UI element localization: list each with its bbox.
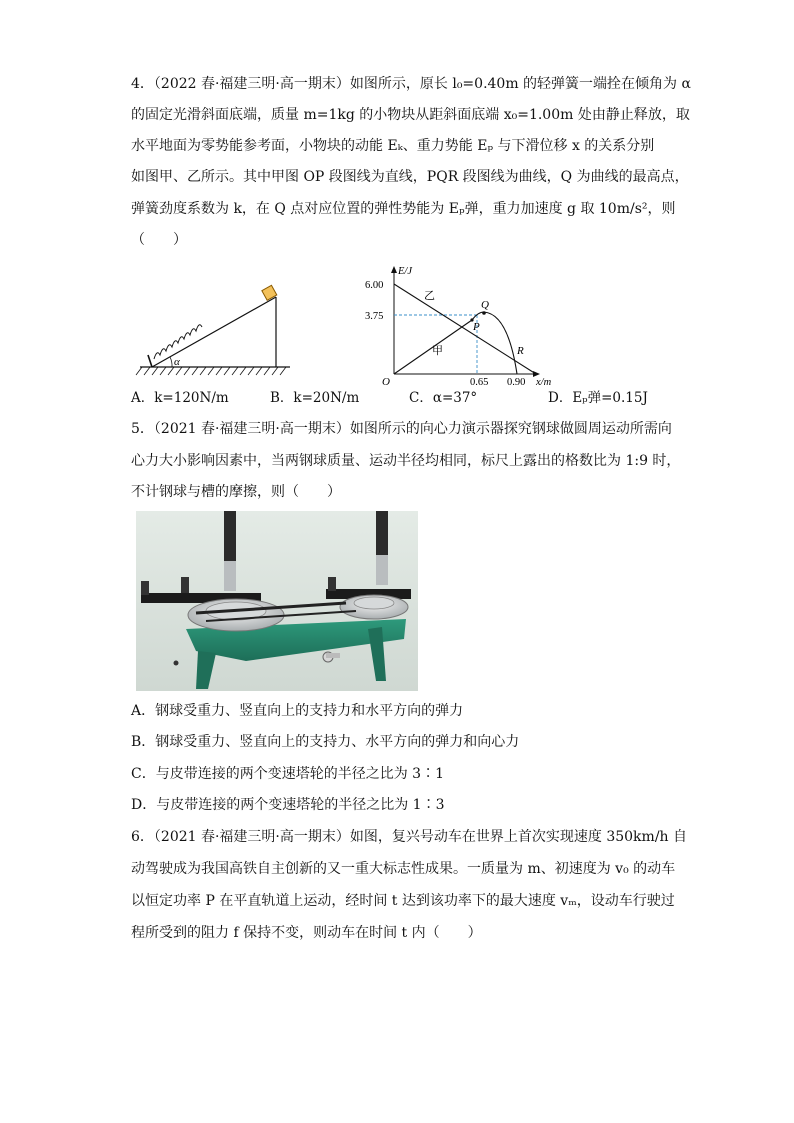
q6-line-3: 以恒定功率 P 在平直轨道上运动，经时间 t 达到该功率下的最大速度 vₘ，设动车行驶过 bbox=[131, 893, 675, 909]
label-P: P bbox=[473, 321, 480, 333]
q5-line-3: 不计钢球与槽的摩擦，则（ ） bbox=[131, 484, 341, 500]
q4-option-c: C．α=37° bbox=[409, 390, 478, 406]
angle-label: α bbox=[174, 356, 180, 368]
centripetal-demonstrator-photo bbox=[136, 511, 418, 691]
x-axis-label: x/m bbox=[536, 377, 552, 386]
label-jia: 甲 bbox=[432, 345, 443, 357]
q4-option-b: B．k=20N/m bbox=[270, 390, 360, 406]
q5-option-c: C．与皮带连接的两个变速塔轮的半径之比为 3∶1 bbox=[131, 766, 444, 782]
q5-line-2: 心力大小影响因素中，当两钢球质量、运动半径均相同，标尺上露出的格数比为 1:9 时， bbox=[131, 453, 681, 469]
q6-line-1: 6．（2021 春·福建三明·高一期末）如图，复兴号动车在世界上首次实现速度 350km/h 自 bbox=[131, 829, 687, 845]
q4-line-5: 弹簧劲度系数为 k，在 Q 点对应位置的弹性势能为 Eₚ弹，重力加速度 g 取 10m/s²，则 bbox=[131, 201, 676, 217]
energy-graph bbox=[360, 262, 560, 386]
q4-line-6: （ ） bbox=[131, 232, 187, 248]
y-tick-6: 6.00 bbox=[365, 280, 384, 291]
q4-line-4: 如图甲、乙所示。其中甲图 OP 段图线为直线，PQR 段图线为曲线，Q 为曲线的最高点， bbox=[131, 169, 689, 185]
label-Q: Q bbox=[481, 299, 489, 311]
q4-line-1: 4．（2022 春·福建三明·高一期末）如图所示，原长 l₀=0.40m 的轻弹簧一端拴在倾角为 α bbox=[131, 76, 691, 92]
x-tick-090: 0.90 bbox=[507, 377, 526, 386]
q6-line-4: 程所受到的阻力 f 保持不变，则动车在时间 t 内（ ） bbox=[131, 925, 482, 941]
q4-line-2: 的固定光滑斜面底端，质量 m=1kg 的小物块从距斜面底端 x₀=1.00m 处由静止释放，取 bbox=[131, 107, 690, 123]
q4-line-3: 水平地面为零势能参考面，小物块的动能 Eₖ、重力势能 Eₚ 与下滑位移 x 的关系分别 bbox=[131, 138, 655, 154]
q6-line-2: 动驾驶成为我国高铁自主创新的又一重大标志性成果。一质量为 m、初速度为 v₀ 的动车 bbox=[131, 861, 676, 877]
label-yi: 乙 bbox=[424, 290, 435, 302]
y-tick-375: 3.75 bbox=[365, 311, 384, 322]
q5-option-b: B．钢球受重力、竖直向上的支持力、水平方向的弹力和向心力 bbox=[131, 734, 520, 750]
q4-option-d: D．Eₚ弹=0.15J bbox=[548, 390, 648, 406]
q5-option-d: D．与皮带连接的两个变速塔轮的半径之比为 1∶3 bbox=[131, 797, 445, 813]
x-tick-065: 0.65 bbox=[470, 377, 489, 386]
spring-icon bbox=[154, 325, 202, 359]
incline-figure bbox=[130, 283, 300, 383]
q5-option-a: A．钢球受重力、竖直向上的支持力和水平方向的弹力 bbox=[131, 703, 464, 719]
q4-option-a: A．k=120N/m bbox=[131, 390, 229, 406]
q5-line-1: 5．（2021 春·福建三明·高一期末）如图所示的向心力演示器探究钢球做圆周运动所需向 bbox=[131, 421, 672, 437]
y-axis-label: E/J bbox=[398, 266, 412, 277]
origin-label: O bbox=[382, 376, 390, 386]
label-R: R bbox=[517, 345, 524, 357]
